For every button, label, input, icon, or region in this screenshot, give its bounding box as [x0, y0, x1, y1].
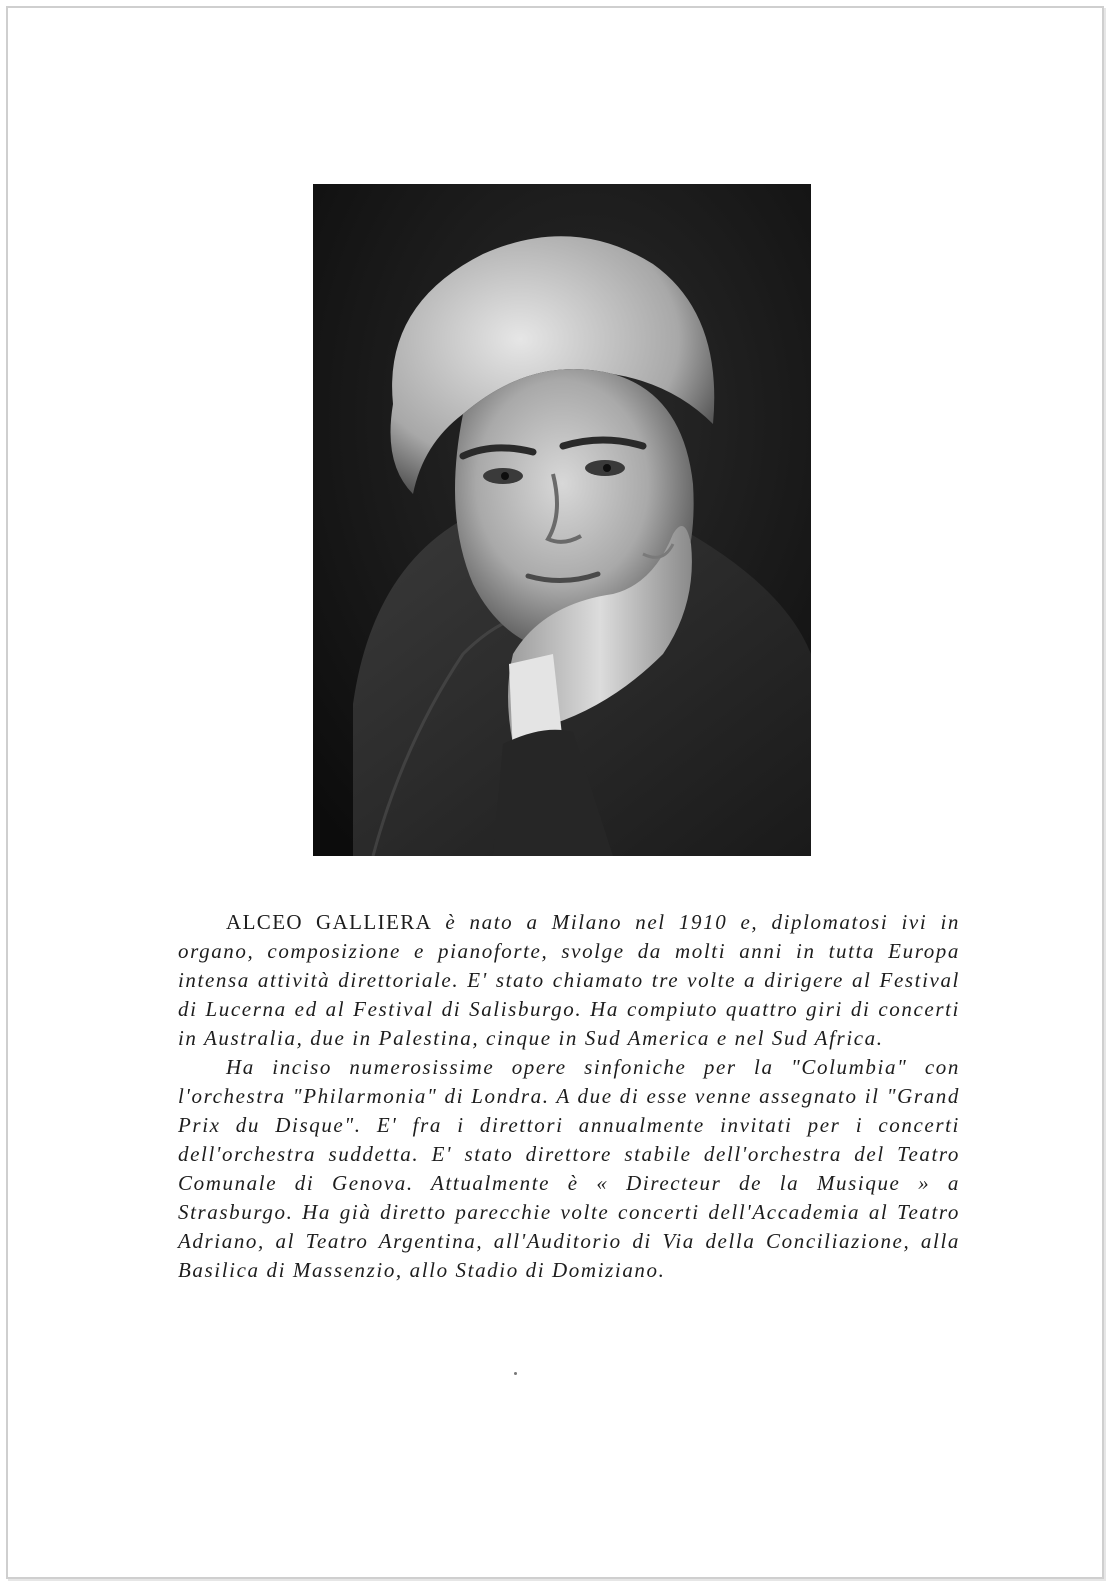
portrait-illustration	[313, 184, 811, 856]
portrait-photo	[313, 184, 811, 856]
biography-paragraph-2: Ha inciso numerosissime opere sinfoniche per la "Columbia" con l'orchestra "Philarmonia" di Londra. A due di esse venne assegnato il "Grand Prix du Disque". E' fra i direttori annualmente invitati per i concerti dell'orchestra suddetta. E' stato direttore stabile dell'orchestra del Teatro Comunale di Genova. Attualmente è « Directeur de la Musique » a Strasburgo. Ha già diretto parecchie volte concerti dell'Accademia al Teatro Adriano, al Teatro Argentina, all'Auditorio di Via della Conciliazione, alla Basilica di Massenzio, allo Stadio di Domiziano.	[178, 1055, 960, 1282]
conductor-name: ALCEO GALLIERA	[226, 910, 433, 934]
biography-paragraph-1-text: è nato a Milano nel 1910 e, diplomatosi ivi in organo, composizione e pianoforte, svolge da molti anni in tutta Europa intensa attività direttoriale. E' stato chiamato tre volte a dirigere al Festival di Lucerna ed al Festival di Salisburgo. Ha compiuto quattro giri di concerti in Australia, due in Palestina, cinque in Sud America e nel Sud Africa.	[178, 910, 960, 1050]
page-speck	[514, 1372, 517, 1375]
biography-text	[178, 908, 960, 1285]
biography-paragraph-1	[178, 908, 960, 1053]
